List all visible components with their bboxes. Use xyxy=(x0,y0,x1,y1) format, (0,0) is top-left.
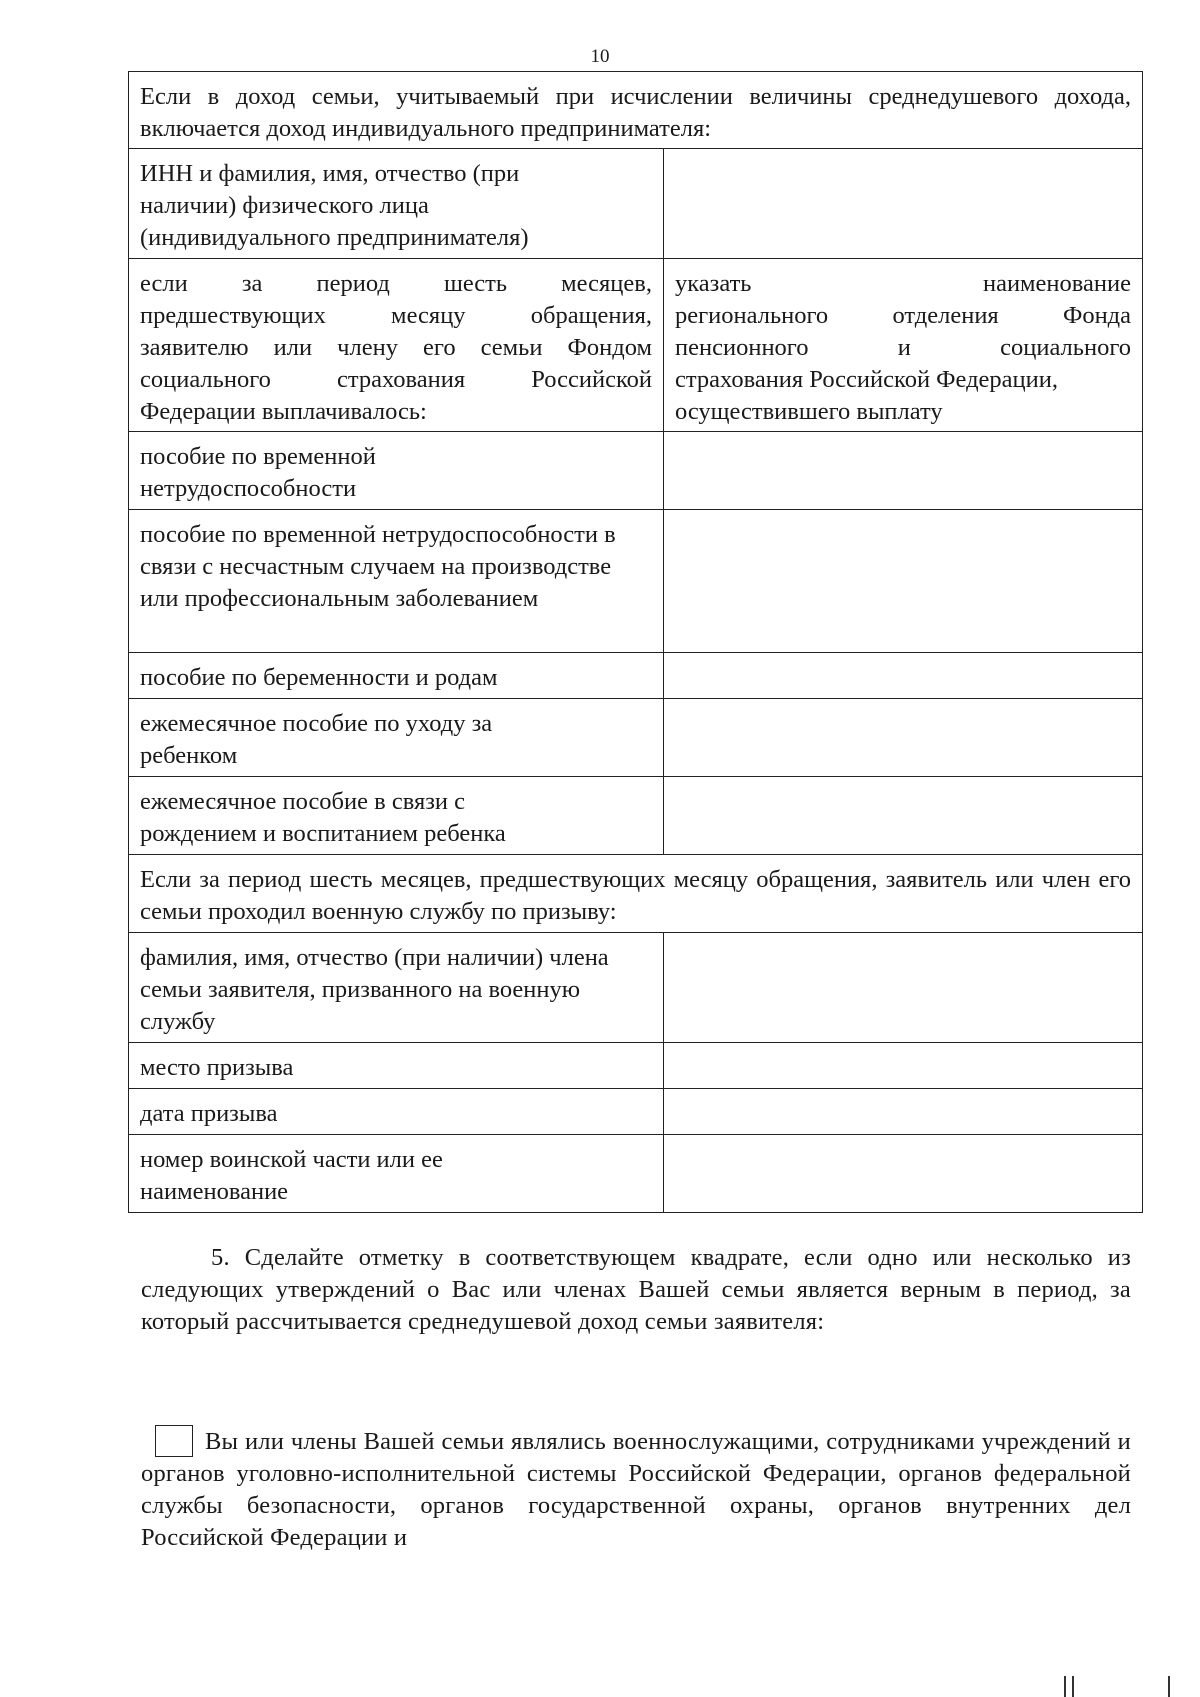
scan-mark xyxy=(1168,1676,1170,1697)
page-number: 10 xyxy=(590,46,610,67)
benefit-birth-label: ежемесячное пособие в связи с рождением и воспитанием ребенка xyxy=(129,777,664,855)
fss-label-line: если за период шесть месяцев, xyxy=(140,270,652,297)
fss-label-line: заявителю или члену его семьи Фондом xyxy=(140,334,652,361)
table-row xyxy=(129,933,1143,1043)
conscript-name-field[interactable] xyxy=(664,933,1143,1043)
fss-label xyxy=(129,259,664,432)
conscript-date-label: дата призыва xyxy=(129,1089,664,1135)
income-info-table xyxy=(128,71,1143,1213)
table-row xyxy=(129,653,1143,699)
fss-label-line: Федерации выплачивалось: xyxy=(140,398,427,425)
fss-note-line: пенсионного и социального xyxy=(675,334,1132,361)
fss-label-line: социального страхования Российской xyxy=(140,366,652,393)
scan-mark xyxy=(1072,1676,1074,1697)
conscript-place-field[interactable] xyxy=(664,1043,1143,1089)
benefit-pregnancy-label: пособие по беременности и родам xyxy=(129,653,664,699)
fss-note-line: указать наименование xyxy=(675,270,1132,297)
fss-note-line: регионального отделения Фонда xyxy=(675,302,1132,329)
benefit-accident-field[interactable] xyxy=(664,510,1143,653)
inn-value-field[interactable] xyxy=(664,149,1143,259)
fss-label-line: предшествующих месяцу обращения, xyxy=(140,302,652,329)
table-row xyxy=(129,699,1143,777)
conscript-unit-field[interactable] xyxy=(664,1135,1143,1213)
table-row xyxy=(129,1043,1143,1089)
scan-mark xyxy=(1064,1676,1066,1697)
fss-note-line: осуществившего выплату xyxy=(675,398,943,425)
benefit-temp-disability-label: пособие по временной нетрудоспособности xyxy=(129,432,664,510)
table-row xyxy=(129,259,1143,432)
benefit-pregnancy-field[interactable] xyxy=(664,653,1143,699)
item-5-instruction: 5. Сделайте отметку в соответствующем квадрате, если одно или несколько из следующих утверждений о Вас или членах Вашей семьи является верным в период, за который рассчитывается среднедушевой доход семьи заявителя: xyxy=(141,1244,1131,1335)
table-row xyxy=(129,432,1143,510)
conscript-date-field[interactable] xyxy=(664,1089,1143,1135)
section-header-entrepreneur: Если в доход семьи, учитываемый при исчислении величины среднедушевого дохода, включается доход индивидуального предпринимателя: xyxy=(129,72,1143,149)
fss-note xyxy=(664,259,1143,432)
table-row xyxy=(129,855,1143,933)
table-row xyxy=(129,777,1143,855)
table-row xyxy=(129,149,1143,259)
conscript-unit-label: номер воинской части или ее наименование xyxy=(129,1135,664,1213)
benefit-childcare-label: ежемесячное пособие по уходу за ребенком xyxy=(129,699,664,777)
fss-note-line: страхования Российской Федерации, xyxy=(675,366,1059,393)
conscript-place-label: место призыва xyxy=(129,1043,664,1089)
statement-text: Вы или члены Вашей семьи являлись военнослужащими, сотрудниками учреждений и органов уголовно-исполнительной системы Российской Федерации, органов федеральной службы безопасности, органов государственной охраны, органов внутренних дел Российской Федерации и xyxy=(141,1428,1131,1551)
benefit-birth-field[interactable] xyxy=(664,777,1143,855)
table-row xyxy=(129,1089,1143,1135)
section-header-military: Если за период шесть месяцев, предшествующих месяцу обращения, заявитель или член его семьи проходил военную службу по призыву: xyxy=(129,855,1143,933)
benefit-temp-disability-field[interactable] xyxy=(664,432,1143,510)
table-row xyxy=(129,1135,1143,1213)
benefit-childcare-field[interactable] xyxy=(664,699,1143,777)
benefit-accident-label: пособие по временной нетрудоспособности в связи с несчастным случаем на производстве или профессиональным заболеванием xyxy=(129,510,664,653)
table-row xyxy=(129,72,1143,149)
conscript-name-label: фамилия, имя, отчество (при наличии) члена семьи заявителя, призванного на военную службу xyxy=(129,933,664,1043)
inn-label: ИНН и фамилия, имя, отчество (при наличии) физического лица (индивидуального предпринимателя) xyxy=(129,149,664,259)
table-row xyxy=(129,510,1143,653)
